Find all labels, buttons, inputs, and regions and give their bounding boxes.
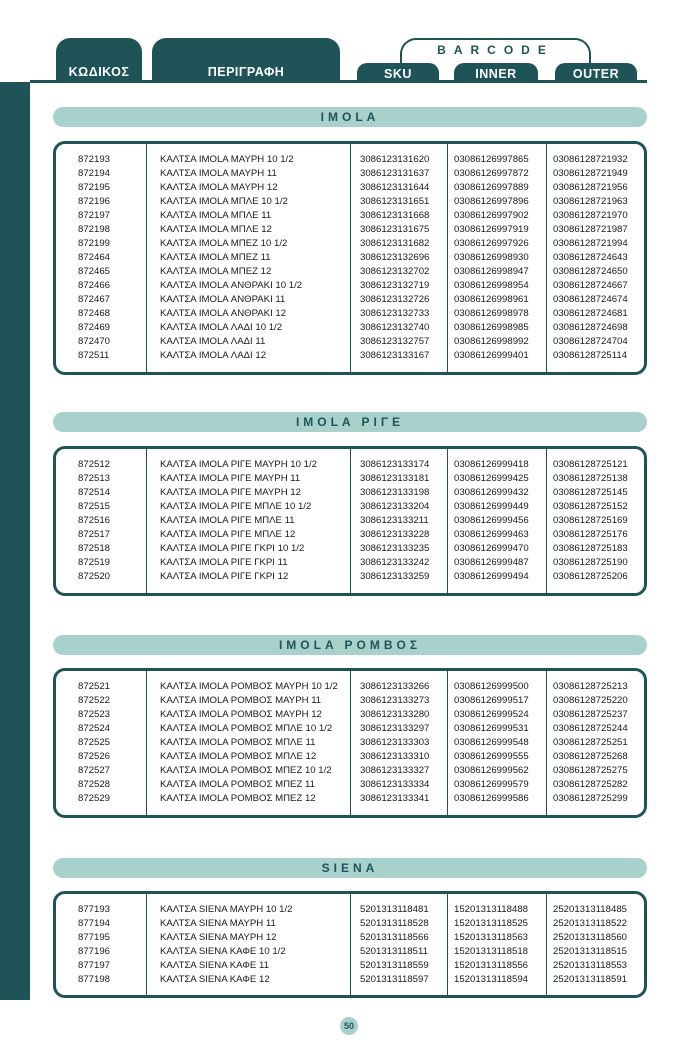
table-row [56,181,644,195]
sku-barcode: 3086123133181 [360,473,430,484]
outer-barcode: 03086128721994 [553,238,628,249]
product-code: 872528 [78,779,111,790]
outer-barcode: 03086128725237 [553,709,628,720]
inner-barcode: 03086126999562 [454,765,529,776]
product-description: ΚΑΛΤΣΑ IMOLA ΡΙΓΕ ΜΑΥΡΗ 11 [160,473,301,484]
product-description: ΚΑΛΤΣΑ IMOLA ΡΟΜΒΟΣ ΜΠΕΖ 11 [160,779,315,790]
outer-barcode: 25201313118522 [553,918,627,929]
product-description: ΚΑΛΤΣΑ IMOLA ΛΑΔΙ 11 [160,336,266,347]
section-title-imola-romvos: IMOLA ΡΟΜΒΟΣ [53,635,647,655]
table-row [56,251,644,265]
table-row [56,223,644,237]
product-description: ΚΑΛΤΣΑ IMOLA ΑΝΘΡΑΚΙ 11 [160,294,286,305]
inner-barcode: 03086126999500 [454,681,529,692]
outer-barcode: 03086128721956 [553,182,628,193]
sku-barcode: 3086123133211 [360,515,429,526]
product-description: ΚΑΛΤΣΑ IMOLA ΡΟΜΒΟΣ ΜΑΥΡΗ 10 1/2 [160,681,338,692]
column-header-description: ΠΕΡΙΓΡΑΦΗ [152,38,340,82]
sku-barcode: 3086123133242 [360,557,430,568]
outer-barcode: 03086128725183 [553,543,628,554]
sku-barcode: 5201313118559 [360,960,429,971]
inner-barcode: 03086126999548 [454,737,529,748]
product-description: ΚΑΛΤΣΑ IMOLA ΜΑΥΡΗ 10 1/2 [160,154,294,165]
sku-barcode: 3086123133167 [360,350,430,361]
section-title-siena: SIENA [53,858,647,878]
inner-barcode: 03086126998961 [454,294,529,305]
inner-barcode: 03086126999418 [454,459,529,470]
table-row [56,167,644,181]
inner-barcode: 03086126999494 [454,571,529,582]
table-row [56,556,644,570]
outer-barcode: 25201313118515 [553,946,627,957]
outer-barcode: 03086128721932 [553,154,628,165]
table-row [56,680,644,694]
product-code: 877193 [78,904,111,915]
product-code: 872527 [78,765,111,776]
table-row [56,542,644,556]
column-header-inner: INNER [454,63,538,82]
product-table-imola-romvos [53,668,647,818]
sku-barcode: 3086123131637 [360,168,430,179]
product-description: ΚΑΛΤΣΑ IMOLA ΡΙΓΕ ΜΠΛΕ 11 [160,515,295,526]
outer-barcode: 03086128724704 [553,336,628,347]
table-row [56,750,644,764]
column-header-outer: OUTER [555,63,637,82]
outer-barcode: 25201313118485 [553,904,627,915]
sku-barcode: 5201313118528 [360,918,429,929]
table-row [56,321,644,335]
table-row [56,778,644,792]
product-description: ΚΑΛΤΣΑ SIENA ΜΑΥΡΗ 12 [160,932,277,943]
sku-barcode: 3086123133198 [360,487,430,498]
table-row [56,973,644,987]
product-code: 872517 [78,529,111,540]
inner-barcode: 03086126997872 [454,168,529,179]
inner-barcode: 03086126998978 [454,308,529,319]
table-row [56,722,644,736]
product-description: ΚΑΛΤΣΑ IMOLA ΡΙΓΕ ΓΚΡΙ 12 [160,571,289,582]
table-row [56,792,644,806]
left-band [0,82,30,1000]
product-table-imola-rige [53,446,647,596]
sku-barcode: 5201313118566 [360,932,429,943]
inner-barcode: 03086126998930 [454,252,529,263]
sku-barcode: 3086123133259 [360,571,430,582]
product-description: ΚΑΛΤΣΑ IMOLA ΜΠΕΖ 12 [160,266,272,277]
product-description: ΚΑΛΤΣΑ IMOLA ΡΟΜΒΟΣ ΜΑΥΡΗ 12 [160,709,322,720]
table-row [56,931,644,945]
sku-barcode: 3086123132740 [360,322,430,333]
sku-barcode: 3086123133303 [360,737,430,748]
inner-barcode: 15201313118525 [454,918,528,929]
outer-barcode: 25201313118591 [553,974,627,985]
page-number: 50 [340,1017,358,1035]
product-description: ΚΑΛΤΣΑ IMOLA ΡΙΓΕ ΜΠΛΕ 12 [160,529,296,540]
product-description: ΚΑΛΤΣΑ IMOLA ΡΙΓΕ ΜΑΥΡΗ 10 1/2 [160,459,317,470]
inner-barcode: 15201313118518 [454,946,528,957]
product-code: 872466 [78,280,111,291]
table-row [56,486,644,500]
product-description: ΚΑΛΤΣΑ SIENA ΜΑΥΡΗ 10 1/2 [160,904,293,915]
outer-barcode: 03086128725220 [553,695,628,706]
outer-barcode: 03086128725244 [553,723,628,734]
inner-barcode: 03086126999449 [454,501,529,512]
sku-barcode: 3086123131675 [360,224,430,235]
sku-barcode: 3086123133310 [360,751,430,762]
outer-barcode: 03086128725299 [553,793,628,804]
product-description: ΚΑΛΤΣΑ SIENA ΚΑΦΕ 12 [160,974,270,985]
product-code: 872523 [78,709,111,720]
sku-barcode: 3086123133280 [360,709,430,720]
table-row [56,237,644,251]
outer-barcode: 03086128725275 [553,765,628,776]
inner-barcode: 03086126999401 [454,350,529,361]
outer-barcode: 03086128725213 [553,681,628,692]
outer-barcode: 03086128725121 [553,459,628,470]
sku-barcode: 3086123133235 [360,543,430,554]
table-row [56,195,644,209]
table-row [56,764,644,778]
product-code: 872513 [78,473,111,484]
inner-barcode: 03086126999425 [454,473,529,484]
table-row [56,694,644,708]
product-description: ΚΑΛΤΣΑ IMOLA ΡΙΓΕ ΜΠΛΕ 10 1/2 [160,501,312,512]
outer-barcode: 25201313118560 [553,932,627,943]
product-code: 872195 [78,182,111,193]
product-description: ΚΑΛΤΣΑ IMOLA ΡΟΜΒΟΣ ΜΠΕΖ 10 1/2 [160,765,332,776]
product-description: ΚΑΛΤΣΑ IMOLA ΜΠΕΖ 10 1/2 [160,238,288,249]
sku-barcode: 3086123131651 [360,196,430,207]
table-row [56,500,644,514]
sku-barcode: 3086123131668 [360,210,430,221]
product-code: 872196 [78,196,111,207]
inner-barcode: 15201313118556 [454,960,528,971]
product-description: ΚΑΛΤΣΑ IMOLA ΑΝΘΡΑΚΙ 10 1/2 [160,280,303,291]
outer-barcode: 03086128724674 [553,294,628,305]
product-code: 872469 [78,322,111,333]
sku-barcode: 3086123132719 [360,280,430,291]
outer-barcode: 03086128721987 [553,224,628,235]
inner-barcode: 03086126999579 [454,779,529,790]
product-description: ΚΑΛΤΣΑ IMOLA ΡΙΓΕ ΓΚΡΙ 11 [160,557,288,568]
product-code: 872468 [78,308,111,319]
product-code: 872193 [78,154,111,165]
table-row [56,514,644,528]
product-code: 872518 [78,543,111,554]
table-row [56,903,644,917]
column-header-code: ΚΩΔΙΚΟΣ [56,38,142,82]
sku-barcode: 3086123133327 [360,765,430,776]
sku-barcode: 5201313118597 [360,974,429,985]
product-description: ΚΑΛΤΣΑ IMOLA ΜΠΛΕ 12 [160,224,272,235]
inner-barcode: 03086126999517 [454,695,529,706]
table-row [56,293,644,307]
product-description: ΚΑΛΤΣΑ IMOLA ΡΟΜΒΟΣ ΜΠΛΕ 10 1/2 [160,723,333,734]
inner-barcode: 03086126997902 [454,210,529,221]
outer-barcode: 03086128725282 [553,779,628,790]
sku-barcode: 5201313118481 [360,904,429,915]
product-description: ΚΑΛΤΣΑ IMOLA ΡΙΓΕ ΜΑΥΡΗ 12 [160,487,301,498]
inner-barcode: 03086126999456 [454,515,529,526]
product-description: ΚΑΛΤΣΑ IMOLA ΜΠΛΕ 10 1/2 [160,196,288,207]
product-code: 872464 [78,252,111,263]
product-description: ΚΑΛΤΣΑ SIENA ΚΑΦΕ 11 [160,960,269,971]
table-row [56,528,644,542]
outer-barcode: 03086128724698 [553,322,628,333]
inner-barcode: 03086126997926 [454,238,529,249]
inner-barcode: 03086126999470 [454,543,529,554]
table-row [56,472,644,486]
product-description: ΚΑΛΤΣΑ IMOLA ΡΟΜΒΟΣ ΜΠΛΕ 11 [160,737,316,748]
sku-barcode: 3086123132696 [360,252,430,263]
table-row [56,708,644,722]
table-row [56,458,644,472]
outer-barcode: 03086128725268 [553,751,628,762]
product-code: 877198 [78,974,111,985]
product-description: ΚΑΛΤΣΑ IMOLA ΡΟΜΒΟΣ ΜΠΕΖ 12 [160,793,316,804]
product-code: 872470 [78,336,111,347]
outer-barcode: 03086128724667 [553,280,628,291]
outer-barcode: 25201313118553 [553,960,627,971]
inner-barcode: 15201313118488 [454,904,528,915]
product-description: ΚΑΛΤΣΑ IMOLA ΡΙΓΕ ΓΚΡΙ 10 1/2 [160,543,305,554]
table-row [56,209,644,223]
product-code: 877197 [78,960,111,971]
section-title-imola: IMOLA [53,107,647,127]
outer-barcode: 03086128721949 [553,168,628,179]
product-code: 872199 [78,238,111,249]
sku-barcode: 3086123133174 [360,459,430,470]
sku-barcode: 3086123133266 [360,681,430,692]
table-row [56,279,644,293]
product-code: 872524 [78,723,111,734]
inner-barcode: 03086126997865 [454,154,529,165]
inner-barcode: 03086126997889 [454,182,529,193]
inner-barcode: 03086126998992 [454,336,529,347]
product-code: 872512 [78,459,111,470]
product-description: ΚΑΛΤΣΑ IMOLA ΛΑΔΙ 10 1/2 [160,322,283,333]
rows [56,153,644,363]
outer-barcode: 03086128721963 [553,196,628,207]
product-code: 877196 [78,946,111,957]
table-row [56,736,644,750]
product-description: ΚΑΛΤΣΑ IMOLA ΡΟΜΒΟΣ ΜΠΛΕ 12 [160,751,317,762]
inner-barcode: 03086126999463 [454,529,529,540]
sku-barcode: 3086123133204 [360,501,430,512]
product-description: ΚΑΛΤΣΑ IMOLA ΛΑΔΙ 12 [160,350,267,361]
sku-barcode: 3086123132733 [360,308,430,319]
product-table-siena [53,891,647,998]
inner-barcode: 03086126999586 [454,793,529,804]
product-code: 872525 [78,737,111,748]
product-code: 872467 [78,294,111,305]
product-description: ΚΑΛΤΣΑ IMOLA ΜΠΕΖ 11 [160,252,271,263]
inner-barcode: 03086126999487 [454,557,529,568]
product-description: ΚΑΛΤΣΑ SIENA ΜΑΥΡΗ 11 [160,918,276,929]
inner-barcode: 03086126999524 [454,709,529,720]
product-description: ΚΑΛΤΣΑ IMOLA ΜΑΥΡΗ 12 [160,182,278,193]
rows [56,903,644,987]
outer-barcode: 03086128725190 [553,557,628,568]
sku-barcode: 3086123131682 [360,238,430,249]
section-title-imola-rige: IMOLA ΡΙΓΕ [53,412,647,432]
outer-barcode: 03086128724681 [553,308,628,319]
inner-barcode: 03086126998985 [454,322,529,333]
inner-barcode: 03086126999555 [454,751,529,762]
product-code: 872515 [78,501,111,512]
product-code: 872511 [78,350,110,361]
product-description: ΚΑΛΤΣΑ IMOLA ΡΟΜΒΟΣ ΜΑΥΡΗ 11 [160,695,322,706]
product-description: ΚΑΛΤΣΑ IMOLA ΜΠΛΕ 11 [160,210,272,221]
sku-barcode: 3086123132702 [360,266,430,277]
table-row [56,917,644,931]
table-row [56,335,644,349]
product-description: ΚΑΛΤΣΑ IMOLA ΜΑΥΡΗ 11 [160,168,277,179]
sku-barcode: 3086123133273 [360,695,430,706]
product-code: 872529 [78,793,111,804]
product-code: 872521 [78,681,111,692]
outer-barcode: 03086128725251 [553,737,628,748]
outer-barcode: 03086128724643 [553,252,628,263]
product-code: 872514 [78,487,111,498]
outer-barcode: 03086128724650 [553,266,628,277]
outer-barcode: 03086128725169 [553,515,628,526]
inner-barcode: 15201313118594 [454,974,528,985]
product-code: 872522 [78,695,111,706]
product-code: 872197 [78,210,111,221]
sku-barcode: 5201313118511 [360,946,428,957]
sku-barcode: 3086123133228 [360,529,430,540]
table-row [56,307,644,321]
rows [56,680,644,806]
inner-barcode: 03086126997896 [454,196,529,207]
sku-barcode: 3086123133341 [360,793,430,804]
outer-barcode: 03086128725152 [553,501,628,512]
sku-barcode: 3086123133334 [360,779,430,790]
outer-barcode: 03086128725176 [553,529,628,540]
barcode-group-label: BARCODE [437,43,554,57]
inner-barcode: 03086126997919 [454,224,529,235]
table-row [56,570,644,584]
outer-barcode: 03086128725145 [553,487,628,498]
product-code: 872516 [78,515,111,526]
outer-barcode: 03086128725206 [553,571,628,582]
table-row [56,959,644,973]
product-description: ΚΑΛΤΣΑ IMOLA ΑΝΘΡΑΚΙ 12 [160,308,287,319]
product-table-imola [53,141,647,375]
inner-barcode: 03086126999531 [454,723,529,734]
table-row [56,945,644,959]
sku-barcode: 3086123133297 [360,723,430,734]
rows [56,458,644,584]
table-row [56,265,644,279]
product-code: 872194 [78,168,111,179]
outer-barcode: 03086128721970 [553,210,628,221]
table-row [56,153,644,167]
product-code: 877194 [78,918,111,929]
inner-barcode: 15201313118563 [454,932,528,943]
inner-barcode: 03086126998947 [454,266,529,277]
product-code: 872465 [78,266,111,277]
sku-barcode: 3086123132757 [360,336,430,347]
outer-barcode: 03086128725138 [553,473,628,484]
sku-barcode: 3086123131620 [360,154,430,165]
product-code: 872198 [78,224,111,235]
column-header-sku: SKU [357,63,439,82]
table-row [56,349,644,363]
product-description: ΚΑΛΤΣΑ SIENA ΚΑΦΕ 10 1/2 [160,946,286,957]
product-code: 877195 [78,932,111,943]
sku-barcode: 3086123131644 [360,182,430,193]
inner-barcode: 03086126999432 [454,487,529,498]
product-code: 872526 [78,751,111,762]
product-code: 872519 [78,557,111,568]
inner-barcode: 03086126998954 [454,280,529,291]
outer-barcode: 03086128725114 [553,350,627,361]
product-code: 872520 [78,571,111,582]
sku-barcode: 3086123132726 [360,294,430,305]
